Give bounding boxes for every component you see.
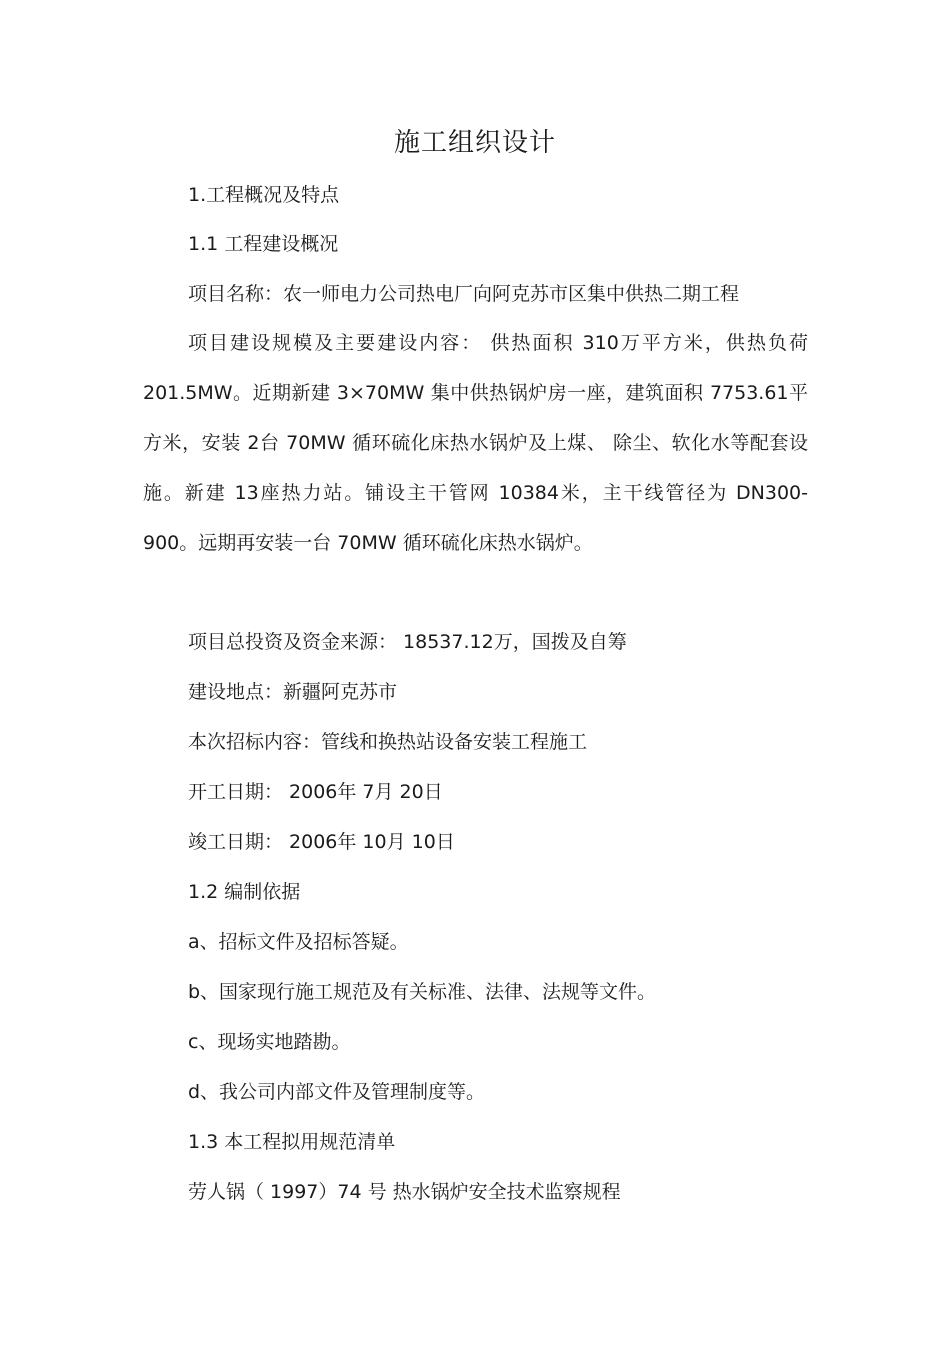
bid-content-line: 本次招标内容：管线和换热站设备安装工程施工: [188, 731, 588, 753]
investment-line: 项目总投资及资金来源： 18537.12万，国拨及自筹: [188, 631, 627, 653]
basis-item-c: c、现场实地踏勘。: [188, 1031, 351, 1053]
end-date-line: 竣工日期： 2006年 10月 10日: [188, 831, 455, 853]
scale-paragraph: 项目建设规模及主要建设内容： 供热面积 310万平方米，供热负荷 201.5MW。近期新建 3×70MW 集中供热锅炉房一座，建筑面积 7753.61平方米，安装 2台 70MW 循环硫化床热水锅炉及上煤、 除尘、软化水等配套设施。新建 13座热力站。铺设主干管网 10384米，主干线管径为 DN300-900。远期再安装一台 70MW 循环硫化床热水锅炉。: [143, 332, 808, 554]
project-name: 项目名称：农一师电力公司热电厂向阿克苏市区集中供热二期工程: [188, 283, 740, 305]
section-1-heading: 1.工程概况及特点: [188, 184, 340, 206]
basis-item-d: d、我公司内部文件及管理制度等。: [188, 1081, 486, 1103]
section-1-2-heading: 1.2 编制依据: [188, 881, 301, 903]
spec-item-1: 劳人锅（ 1997）74 号 热水锅炉安全技术监察规程: [188, 1181, 621, 1203]
start-date-line: 开工日期： 2006年 7月 20日: [188, 781, 443, 803]
document-title: 施工组织设计: [393, 128, 556, 158]
section-1-3-heading: 1.3 本工程拟用规范清单: [188, 1131, 396, 1153]
section-1-1-heading: 1.1 工程建设概况: [188, 233, 339, 255]
location-line: 建设地点：新疆阿克苏市: [188, 681, 398, 703]
basis-item-b: b、国家现行施工规范及有关标准、法律、法规等文件。: [188, 981, 657, 1003]
basis-item-a: a、招标文件及招标答疑。: [188, 931, 409, 953]
